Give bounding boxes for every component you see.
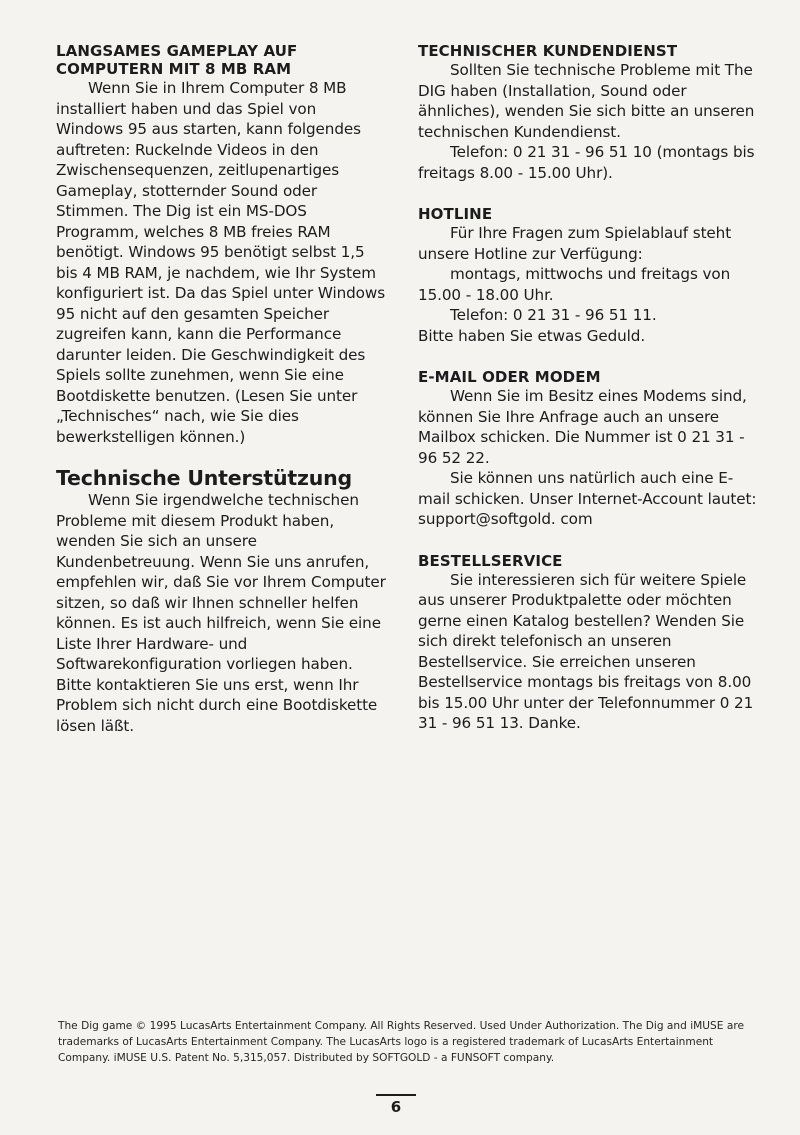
heading-customer-service: TECHNISCHER KUNDENDIENST: [418, 42, 678, 60]
legal-footer: [58, 1018, 758, 1066]
heading-slow-gameplay: LANGSAMES GAMEPLAY AUF COMPUTERN MIT 8 MB RAM: [56, 42, 298, 78]
page-number: 6: [376, 1094, 416, 1116]
paragraph-customer-service: Sollten Sie technische Probleme mit The DIG haben (Installation, Sound oder ähnliches), wenden Sie sich bitte an unseren technischen Kundendienst.: [418, 61, 755, 141]
paragraph-modem: Wenn Sie im Besitz eines Modems sind, können Sie Ihre Anfrage auch an unsere Mailbox schicken. Die Nummer ist 0 21 31 - 96 52 22.: [418, 387, 747, 467]
right-column: [418, 42, 758, 734]
legal-text: The Dig game © 1995 LucasArts Entertainment Company. All Rights Reserved. Used Under Authorization. The Dig and iMUSE are trademarks of LucasArts Entertainment Company. The LucasArts logo is a registered trademark of LucasArts Entertainment Company. iMUSE U.S. Patent No. 5,315,057. Distributed by SOFTGOLD - a FUNSOFT company.: [58, 1020, 744, 1064]
paragraph-hotline-hours: montags, mittwochs und freitags von 15.00 - 18.00 Uhr.: [418, 265, 731, 304]
heading-email-modem: E-MAIL ODER MODEM: [418, 368, 601, 386]
paragraph-hotline-intro: Für Ihre Fragen zum Spielablauf steht unsere Hotline zur Verfügung:: [418, 224, 732, 263]
paragraph-hotline-patience: Bitte haben Sie etwas Geduld.: [418, 326, 646, 345]
paragraph-order-service: Sie interessieren sich für weitere Spiele aus unserer Produktpalette oder möchten gerne einen Katalog bestellen? Wenden Sie sich direkt telefonisch an unseren Bestellservice. Sie erreichen unseren Bestellservice montags bis freitags von 8.00 bis 15.00 Uhr unter der Telefonnummer 0 21 31 - 96 51 13. Danke.: [418, 570, 754, 732]
heading-technical-support: Technische Unterstützung: [56, 466, 352, 490]
paragraph-email: Sie können uns natürlich auch eine E-mail schicken. Unser Internet-Account lautet: support@softgold. com: [418, 469, 757, 528]
paragraph-technical-support: Wenn Sie irgendwelche technischen Probleme mit diesem Produkt haben, wenden Sie sich an unsere Kundenbetreuung. Wenn Sie uns anrufen, empfehlen wir, daß Sie vor Ihrem Computer sitzen, so daß wir Ihnen schneller helfen können. Es ist auch hilfreich, wenn Sie eine Liste Ihrer Hardware- und Softwarekonfiguration vorliegen haben. Bitte kontaktieren Sie uns erst, wenn Ihr Problem sich nicht durch eine Bootdiskette lösen läßt.: [56, 491, 386, 735]
heading-hotline: HOTLINE: [418, 205, 493, 223]
heading-order-service: BESTELLSERVICE: [418, 551, 563, 570]
left-column: [56, 42, 386, 736]
paragraph-slow-gameplay: Wenn Sie in Ihrem Computer 8 MB installiert haben und das Spiel von Windows 95 aus starten, kann folgendes auftreten: Ruckelnde Videos in den Zwischensequenzen, zeitlupenartiges Gameplay, stotternder Sound oder Stimmen. The Dig ist ein MS-DOS Programm, welches 8 MB freies RAM benötigt. Windows 95 benötigt selbst 1,5 bis 4 MB RAM, je nachdem, wie Ihr System konfiguriert ist. Da das Spiel unter Windows 95 nicht auf den gesamten Speicher zugreifen kann, kann die Performance darunter leiden. Die Geschwindigkeit des Spiels sollte zunehmen, wenn Sie eine Bootdiskette benutzen. (Lesen Sie unter „Technisches“ nach, wie Sie dies bewerkstelligen können.): [56, 79, 386, 446]
paragraph-customer-phone: Telefon: 0 21 31 - 96 51 10 (montags bis freitags 8.00 - 15.00 Uhr).: [418, 143, 755, 182]
paragraph-hotline-phone: Telefon: 0 21 31 - 96 51 11.: [450, 306, 657, 324]
